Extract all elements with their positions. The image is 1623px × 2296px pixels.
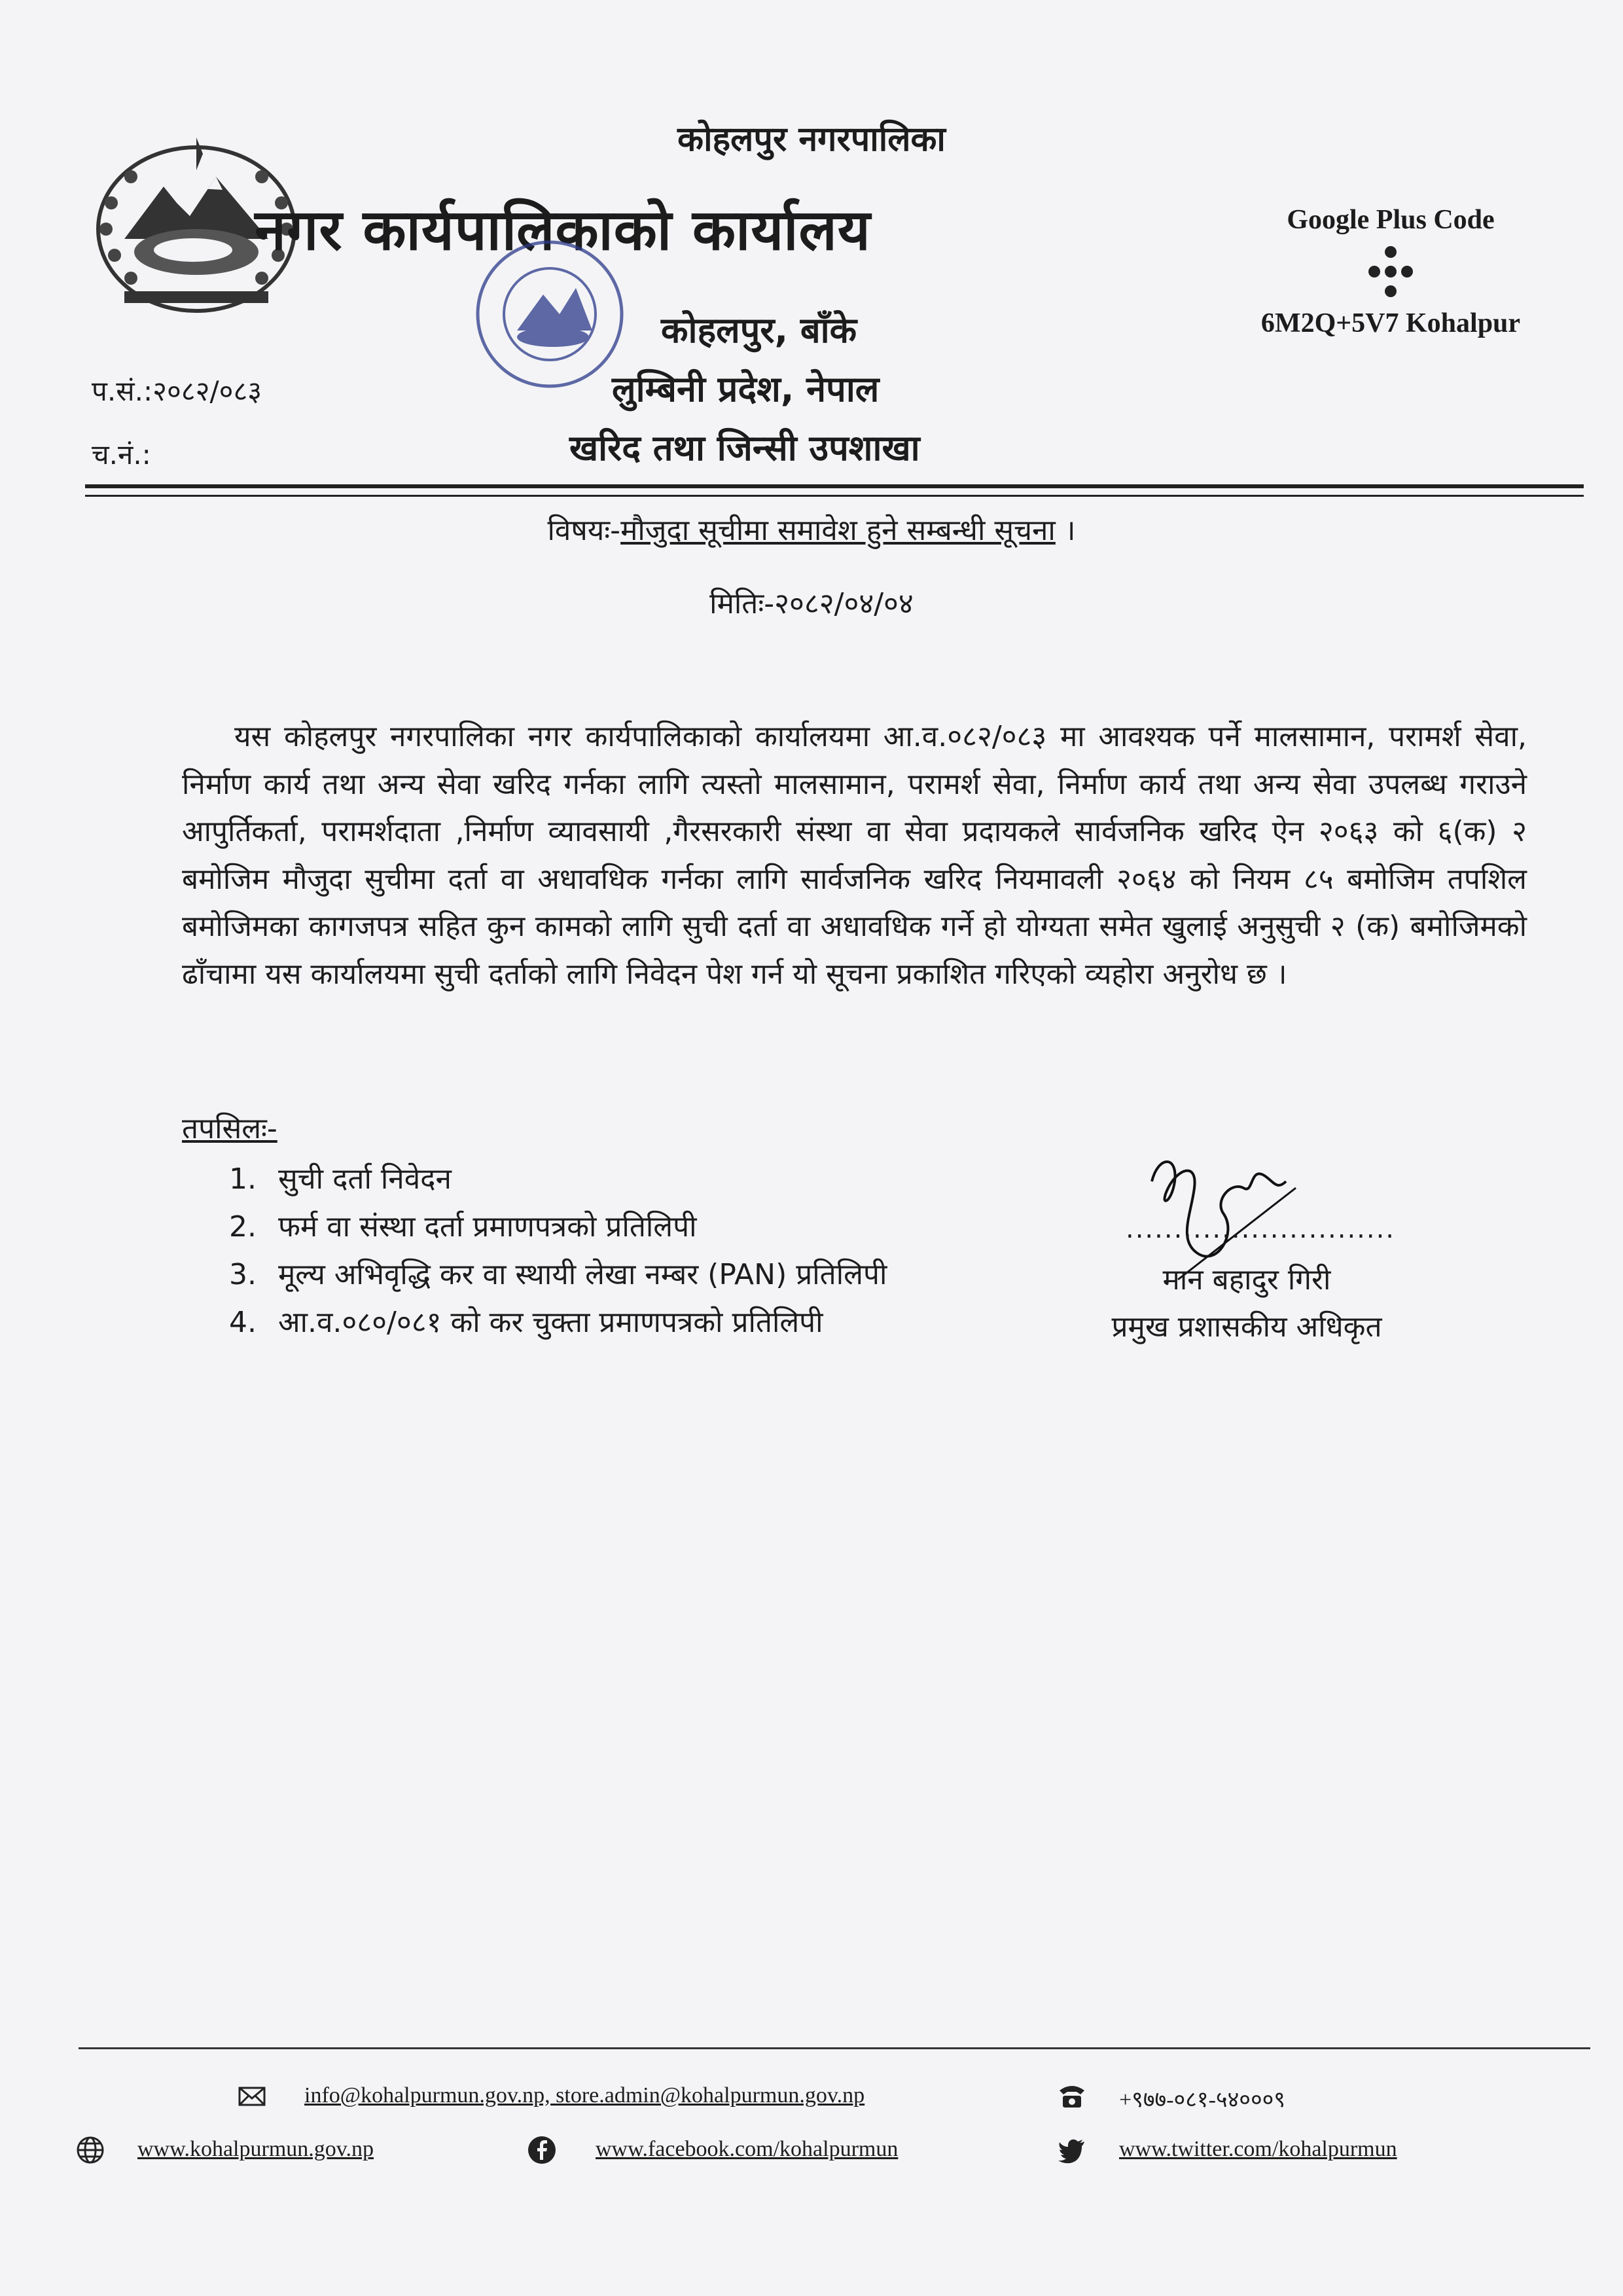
footer-email[interactable]: info@kohalpurmun.gov.np, store.admin@kohalpurmun.gov.np <box>304 2083 865 2108</box>
list-item: 4. आ.व.०८०/०८१ को कर चुक्ता प्रमाणपत्रको प्रतिलिपी <box>229 1306 823 1339</box>
body-paragraph: यस कोहलपुर नगरपालिका नगर कार्यपालिकाको कार्यालयमा आ.व.०८२/०८३ मा आवश्यक पर्ने मालसामान, परामर्श सेवा, निर्माण कार्य तथा अन्य सेवा खरिद गर्नका लागि त्यस्तो मालसामान, परामर्श सेवा, निर्माण कार्य तथा अन्य सेवा उपलब्ध गराउने आपुर्तिकर्ता, परामर्शदाता ,निर्माण व्यावसायी ,गैरसरकारी संस्था वा सेवा प्रदायकले सार्वजनिक खरिद ऐन २०६३ को ६(क) २ बमोजिम मौजुदा सुचीमा दर्ता वा अधावधिक गर्नका लागि सार्वजनिक खरिद नियमावली २०६४ को नियम ८५ बमोजिम तपशिल बमोजिमका कागजपत्र सहित कुन कामको लागि सुची दर्ता वा अधावधिक गर्ने हो योग्यता समेत खुलाई अनुसुची २ (क) बमोजिमको ढाँचामा यस कार्यालयमा सुची दर्ताको लागि निवेदन पेश गर्न यो सूचना प्रकाशित गरिएको व्यहोरा अनुरोध छ । <box>182 720 1527 991</box>
list-item: 2. फर्म वा संस्था दर्ता प्रमाणपत्रको प्रतिलिपी <box>229 1210 697 1244</box>
email-icon <box>237 2081 267 2111</box>
list-item: 3. मूल्य अभिवृद्धि कर वा स्थायी लेखा नम्बर (PAN) प्रतिलिपी <box>229 1258 887 1291</box>
subject-prefix: विषयः- <box>547 514 621 547</box>
address-city: कोहलपुर, बाँके <box>661 310 857 351</box>
dispatch-number: च.नं.: <box>92 439 151 471</box>
signatory-title: प्रमुख प्रशासकीय अधिकृत <box>1111 1310 1382 1344</box>
subject-suffix: । <box>1055 514 1076 547</box>
footer-rule <box>79 2047 1590 2049</box>
footer-website[interactable]: www.kohalpurmun.gov.np <box>137 2137 374 2161</box>
google-plus-code: 6M2Q+5V7 Kohalpur <box>1260 308 1521 338</box>
section-name: खरिद तथा जिन्सी उपशाखा <box>569 427 920 469</box>
subject-line <box>0 509 1623 548</box>
subject-text: मौजुदा सूचीमा समावेश हुने सम्बन्धी सूचना <box>620 514 1056 547</box>
footer-facebook[interactable]: www.facebook.com/kohalpurmun <box>596 2137 899 2161</box>
google-plus-code-label: Google Plus Code <box>1287 205 1495 235</box>
signature-line: ............................ <box>1126 1214 1396 1244</box>
schedule-heading: तपसिलः- <box>182 1112 277 1145</box>
phone-icon <box>1057 2081 1087 2111</box>
header-rule <box>85 484 1584 488</box>
list-item: 1. सुची दर्ता निवेदन <box>229 1162 452 1196</box>
footer-phone: +९७७-०८१-५४०००९ <box>1119 2088 1285 2112</box>
address-province: लुम्बिनी प्रदेश, नेपाल <box>612 368 880 410</box>
footer-twitter[interactable]: www.twitter.com/kohalpurmun <box>1119 2137 1397 2161</box>
facebook-icon <box>527 2135 557 2165</box>
twitter-icon <box>1057 2135 1087 2165</box>
plus-code-icon <box>1338 245 1443 298</box>
header-rule-thin <box>85 495 1584 497</box>
office-name: नगर कार्यपालिकाको कार्यालय <box>255 198 871 263</box>
municipality-name: कोहलपुर नगरपालिका <box>677 120 946 159</box>
reference-number: प.सं.:२०८२/०८३ <box>92 375 262 407</box>
globe-icon <box>75 2135 105 2165</box>
schedule-list <box>229 1155 887 1346</box>
signatory-name: मान बहादुर गिरी <box>1162 1263 1331 1297</box>
letter-date: मितिः-२०८२/०४/०४ <box>709 587 914 620</box>
